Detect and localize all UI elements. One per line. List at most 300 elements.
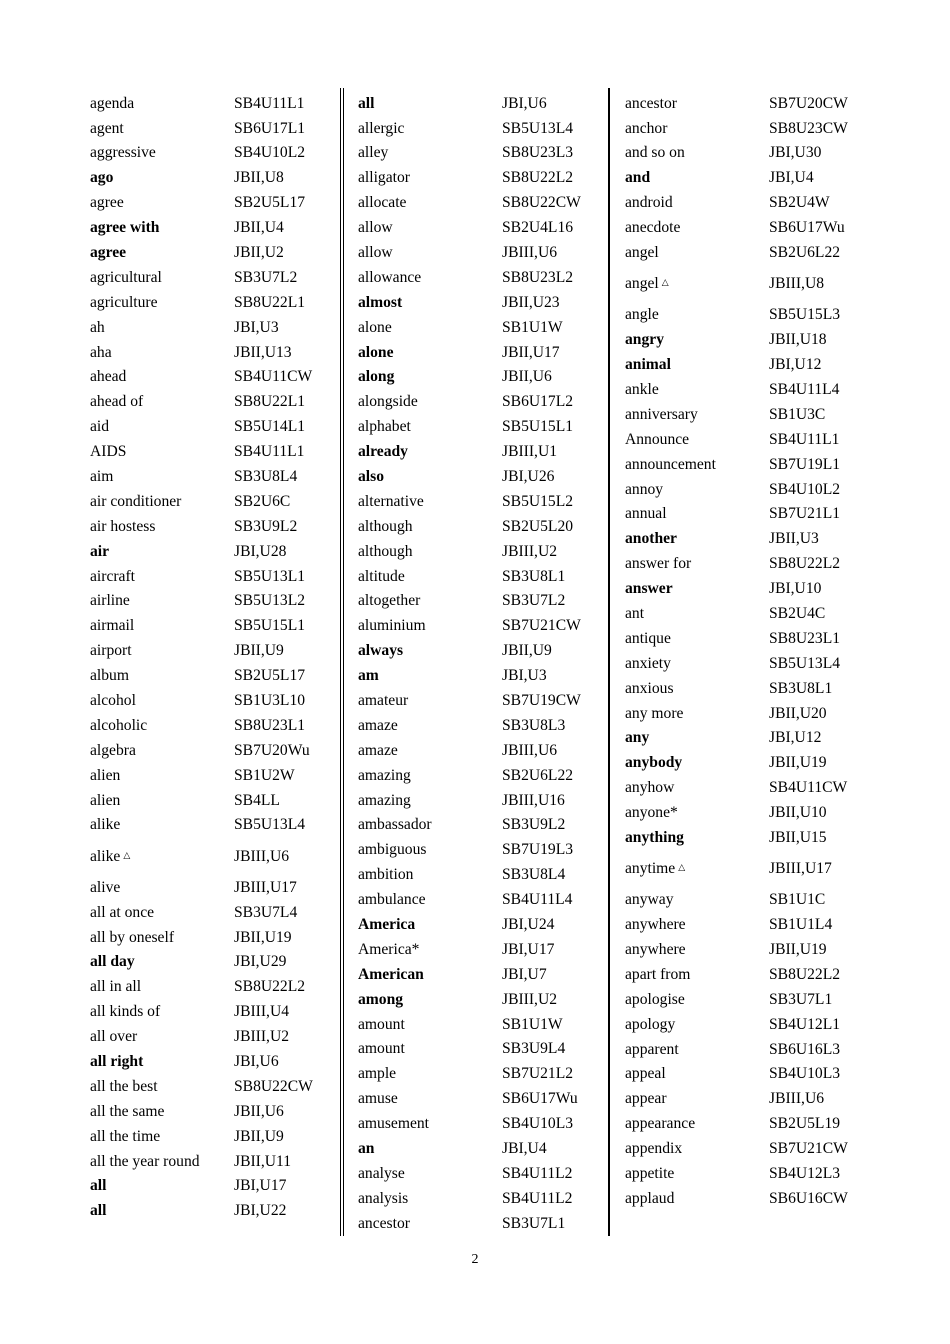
entry-row: [625, 937, 870, 962]
headword: [625, 1017, 769, 1033]
entry-row: [625, 888, 870, 913]
headword: [358, 992, 502, 1008]
unit-code: SB3U7L1: [769, 990, 833, 1008]
headword: [625, 220, 769, 236]
unit-code: JBII,U11: [234, 1152, 292, 1170]
headword: [625, 805, 769, 821]
unit-code: SB5U15L1: [234, 617, 306, 635]
headword-text: ancestor: [625, 94, 677, 112]
headword: [90, 145, 234, 161]
unit-code: SB8U22CW: [234, 1077, 313, 1095]
headword: [625, 145, 769, 161]
headword-text: agree with: [90, 219, 160, 237]
headword-text: angle: [625, 306, 659, 324]
entry-row: [358, 813, 603, 838]
headword-text: any more: [625, 704, 684, 722]
headword: [90, 494, 234, 510]
headword: [625, 556, 769, 572]
entry-row: [90, 464, 335, 489]
headword-text: almost: [358, 293, 403, 311]
headword: [90, 1054, 234, 1070]
headword: [358, 768, 502, 784]
unit-code: JBIII,U6: [769, 1090, 825, 1108]
headword: [625, 755, 769, 771]
headword-text: America*: [358, 940, 420, 958]
entry-row: [625, 452, 870, 477]
entry-row: [625, 651, 870, 676]
entry-row: [625, 776, 870, 801]
entry-row: [625, 116, 870, 141]
unit-code: SB3U8L1: [502, 567, 566, 585]
unit-code: SB5U15L1: [502, 418, 574, 436]
unit-code: SB3U7L2: [502, 592, 566, 610]
entry-row: [90, 975, 335, 1000]
headword: [625, 432, 769, 448]
unit-code: SB7U19L3: [502, 841, 574, 859]
entry-row: [625, 527, 870, 552]
entry-row: [358, 489, 603, 514]
headword: [358, 1116, 502, 1132]
headword: [358, 892, 502, 908]
headword: [625, 382, 769, 398]
entry-row: [90, 315, 335, 340]
entry-row: [358, 888, 603, 913]
headword: [625, 892, 769, 908]
headword-text: America: [358, 916, 416, 934]
unit-code: SB7U20Wu: [234, 741, 310, 759]
headword: [90, 954, 234, 970]
unit-code: SB6U16L3: [769, 1040, 841, 1058]
headword: [90, 220, 234, 236]
unit-code: JBI,U30: [769, 144, 822, 162]
headword-text: Announce: [625, 430, 690, 448]
entry-row: [358, 1062, 603, 1087]
headword-text: allergic: [358, 119, 405, 137]
word-column-1: [90, 91, 335, 1224]
entry-row: [358, 215, 603, 240]
headword: [90, 544, 234, 560]
entry-row: [358, 763, 603, 788]
headword-text: agree: [90, 194, 124, 212]
headword-text: all right: [90, 1052, 144, 1070]
unit-code: SB5U15L2: [502, 492, 574, 510]
headword-text: ancestor: [358, 1214, 410, 1232]
unit-code: JBIII,U16: [502, 791, 565, 809]
headword-text: antique: [625, 629, 671, 647]
unit-code: JBIII,U17: [234, 878, 297, 896]
headword-text: anniversary: [625, 405, 698, 423]
headword-text: anchor: [625, 119, 668, 137]
headword-text: aluminium: [358, 617, 426, 635]
headword-text: angel: [625, 243, 659, 261]
unit-code: SB8U23L2: [502, 268, 574, 286]
entry-row: [358, 564, 603, 589]
unit-code: SB3U8L4: [502, 866, 566, 884]
unit-code: SB6U17Wu: [769, 219, 845, 237]
entry-row: [358, 91, 603, 116]
headword-text: amount: [358, 1040, 405, 1058]
entry-row: [358, 912, 603, 937]
headword-text: all in all: [90, 978, 142, 996]
entry-row: [625, 1161, 870, 1186]
headword: [625, 1141, 769, 1157]
entry-row: [90, 539, 335, 564]
headword-text: answer for: [625, 555, 692, 573]
unit-code: SB8U22L1: [234, 293, 306, 311]
headword: [358, 519, 502, 535]
unit-code: JBI,U17: [234, 1177, 287, 1195]
headword: [625, 706, 769, 722]
entry-row: [358, 365, 603, 390]
entry-row: [625, 751, 870, 776]
unit-code: JBII,U3: [769, 530, 819, 548]
entry-row: [358, 1012, 603, 1037]
headword-text: ambassador: [358, 816, 432, 834]
headword-text: anyhow: [625, 779, 675, 797]
word-column-2: [358, 91, 603, 1236]
entry-row: [90, 925, 335, 950]
headword-text: all the best: [90, 1077, 158, 1095]
headword-text: anything: [625, 828, 684, 846]
unit-code: SB8U23L1: [234, 716, 306, 734]
entry-row: [358, 340, 603, 365]
entry-row: [358, 1087, 603, 1112]
headword: [358, 145, 502, 161]
unit-code: SB2U5L19: [769, 1115, 841, 1133]
headword: [90, 1029, 234, 1045]
headword: [358, 1141, 502, 1157]
headword-text: anyway: [625, 891, 674, 909]
entry-row: [625, 726, 870, 751]
headword: [625, 606, 769, 622]
unit-code: SB8U23L3: [502, 144, 574, 162]
unit-code: SB3U8L4: [234, 468, 298, 485]
headword-text: amount: [358, 1015, 405, 1033]
entry-row: [90, 688, 335, 713]
headword-text: ambiguous: [358, 841, 427, 859]
headword-text: appeal: [625, 1065, 666, 1083]
entry-row: [358, 1161, 603, 1186]
headword: [90, 419, 234, 435]
entry-row: [358, 713, 603, 738]
headword-text: aim: [90, 468, 114, 485]
headword-text: amazing: [358, 766, 411, 784]
headword-text: ant: [625, 604, 645, 622]
headword: [358, 743, 502, 759]
unit-code: SB7U19L1: [769, 455, 841, 473]
entry-row: [358, 1136, 603, 1161]
headword-text: anxious: [625, 679, 674, 697]
headword: [625, 1091, 769, 1107]
entry-row: [90, 91, 335, 116]
headword: [625, 195, 769, 211]
headword: [625, 861, 769, 877]
headword-text: alligator: [358, 169, 410, 187]
headword-text: amuse: [358, 1090, 398, 1108]
entry-row: [358, 937, 603, 962]
headword: [625, 581, 769, 597]
entry-row: [625, 402, 870, 427]
unit-code: SB4U11CW: [234, 368, 313, 386]
headword: [358, 718, 502, 734]
unit-code: SB2U4W: [769, 194, 830, 212]
unit-code: JBI,U24: [502, 916, 555, 934]
unit-code: SB1U1L4: [769, 916, 833, 934]
headword-text: album: [90, 667, 129, 685]
headword-text: all kinds of: [90, 1003, 161, 1021]
headword: [625, 170, 769, 186]
entry-row: [90, 390, 335, 415]
headword-text: ample: [358, 1065, 397, 1083]
entry-row: [90, 489, 335, 514]
headword-text: ambition: [358, 866, 414, 884]
entry-row: [90, 365, 335, 390]
unit-code: JBIII,U2: [502, 990, 558, 1008]
unit-code: JBIII,U2: [234, 1028, 290, 1046]
unit-code: SB7U21CW: [502, 617, 581, 635]
entry-row: [625, 265, 870, 302]
unit-code: JBIII,U6: [234, 847, 290, 865]
headword: [625, 780, 769, 796]
headword-text: already: [358, 443, 408, 461]
headword-text: air conditioner: [90, 492, 182, 510]
unit-code: SB8U22L2: [769, 965, 841, 983]
headword: [90, 96, 234, 112]
entry-row: [625, 1112, 870, 1137]
headword: [625, 357, 769, 373]
unit-code: JBII,U9: [502, 642, 552, 660]
entry-row: [358, 738, 603, 763]
unit-code: JBI,U6: [234, 1052, 279, 1070]
entry-row: [625, 601, 870, 626]
unit-code: JBI,U29: [234, 953, 287, 971]
headword-text: appear: [625, 1090, 667, 1108]
unit-code: SB1U1W: [502, 1015, 563, 1033]
entry-row: [625, 676, 870, 701]
unit-code: JBII,U8: [234, 169, 284, 187]
headword-text: and so on: [625, 144, 685, 162]
unit-code: SB8U22L1: [234, 393, 306, 411]
entry-row: [358, 315, 603, 340]
headword: [358, 1017, 502, 1033]
unit-code: SB8U22CW: [502, 194, 581, 212]
unit-code: JBII,U20: [769, 704, 827, 722]
unit-code: SB4U11CW: [769, 779, 848, 797]
entry-row: [625, 240, 870, 265]
headword: [90, 295, 234, 311]
entry-row: [90, 290, 335, 315]
entry-row: [90, 141, 335, 166]
unit-code: SB6U17Wu: [502, 1090, 578, 1108]
unit-code: JBIII,U17: [769, 860, 832, 878]
headword: [625, 992, 769, 1008]
unit-code: SB4U10L2: [234, 144, 306, 162]
entry-row: [90, 166, 335, 191]
entry-row: [625, 1012, 870, 1037]
entry-row: [90, 564, 335, 589]
entry-row: [90, 265, 335, 290]
headword-text: anywhere: [625, 941, 686, 959]
headword-text: apparent: [625, 1040, 679, 1058]
entry-row: [358, 390, 603, 415]
unit-code: SB7U21L2: [502, 1065, 574, 1083]
headword-text: amaze: [358, 716, 398, 734]
headword-text: answer: [625, 580, 673, 598]
headword-text: alive: [90, 878, 121, 896]
entry-row: [625, 191, 870, 216]
unit-code: SB7U19CW: [502, 692, 581, 710]
headword: [625, 482, 769, 498]
headword-text: airline: [90, 592, 130, 610]
headword-text: AIDS: [90, 443, 127, 461]
headword-text: appearance: [625, 1115, 696, 1133]
unit-code: JBI,U3: [234, 318, 279, 336]
unit-code: SB2U4L16: [502, 219, 574, 237]
unit-code: SB3U9L2: [234, 517, 298, 535]
headword-text: ambulance: [358, 891, 426, 909]
unit-code: SB2U4C: [769, 604, 826, 622]
entry-row: [625, 215, 870, 240]
headword: [358, 121, 502, 137]
unit-code: JBII,U19: [234, 928, 292, 946]
headword-text: any: [625, 729, 650, 747]
unit-code: SB5U13L4: [234, 816, 306, 834]
unit-code: JBI,U12: [769, 729, 822, 747]
headword-text: another: [625, 530, 677, 548]
entry-row: [358, 191, 603, 216]
entry-row: [625, 1137, 870, 1162]
headword-text: all: [90, 1202, 107, 1220]
unit-code: SB4U11L1: [234, 94, 305, 112]
headword: [625, 681, 769, 697]
unit-code: JBII,U4: [234, 219, 284, 237]
unit-code: SB3U7L1: [502, 1214, 566, 1232]
entry-row: [625, 850, 870, 887]
headword-text: all: [90, 1177, 107, 1195]
unit-code: SB4LL: [234, 791, 280, 809]
headword: [358, 1166, 502, 1182]
entry-row: [625, 576, 870, 601]
headword-text: angry: [625, 331, 664, 349]
headword-text: aid: [90, 418, 110, 436]
headword: [90, 793, 234, 809]
unit-code: SB3U7L4: [234, 903, 298, 921]
headword: [358, 967, 502, 983]
unit-code: SB8U22L2: [769, 555, 841, 573]
unit-code: SB5U13L4: [502, 119, 574, 137]
unit-code: SB4U12L1: [769, 1015, 841, 1033]
headword: [358, 369, 502, 385]
headword: [90, 1104, 234, 1120]
headword-text: amateur: [358, 692, 409, 710]
unit-code: SB5U15L3: [769, 306, 841, 324]
entry-row: [625, 141, 870, 166]
entry-row: [358, 240, 603, 265]
unit-code: JBII,U19: [769, 941, 827, 959]
entry-row: [358, 1112, 603, 1137]
unit-code: JBI,U7: [502, 965, 547, 983]
entry-row: [625, 352, 870, 377]
headword-text: alcohol: [90, 692, 136, 710]
headword: [90, 1129, 234, 1145]
unit-code: JBI,U12: [769, 356, 822, 374]
unit-code: JBI,U3: [502, 667, 547, 685]
headword: [358, 494, 502, 510]
entry-row: [358, 415, 603, 440]
headword-text: anyone*: [625, 804, 678, 822]
headword: [90, 121, 234, 137]
headword-text: appendix: [625, 1140, 683, 1158]
headword-text: airport: [90, 642, 132, 660]
headword: [625, 407, 769, 423]
headword: [625, 276, 769, 292]
headword: [90, 245, 234, 261]
entry-row: [625, 328, 870, 353]
entry-row: [90, 215, 335, 240]
headword: [90, 979, 234, 995]
unit-code: SB6U17L1: [234, 119, 306, 137]
entry-row: [90, 1149, 335, 1174]
headword-text: aggressive: [90, 144, 156, 162]
headword: [358, 1041, 502, 1057]
unit-code: SB5U13L1: [234, 567, 306, 585]
entry-row: [90, 663, 335, 688]
entry-row: [358, 788, 603, 813]
headword: [90, 905, 234, 921]
entry-row: [358, 987, 603, 1012]
headword: [358, 668, 502, 684]
headword: [358, 618, 502, 634]
unit-code: SB2U6L22: [769, 243, 841, 261]
headword: [358, 693, 502, 709]
triangle-mark-icon: △: [661, 277, 669, 288]
unit-code: SB6U16CW: [769, 1189, 848, 1207]
headword-text: announcement: [625, 455, 716, 473]
entry-row: [625, 377, 870, 402]
unit-code: JBIII,U4: [234, 1003, 290, 1021]
unit-code: JBII,U10: [769, 804, 827, 822]
headword-text: alike: [90, 847, 121, 865]
entry-row: [90, 813, 335, 838]
unit-code: SB3U8L1: [769, 679, 833, 697]
entry-row: [90, 1024, 335, 1049]
unit-code: SB4U11L2: [502, 1189, 573, 1207]
entry-row: [625, 913, 870, 938]
entry-row: [358, 265, 603, 290]
headword-text: aha: [90, 343, 112, 361]
headword: [625, 942, 769, 958]
headword: [90, 1203, 234, 1219]
entry-row: [358, 116, 603, 141]
unit-code: JBII,U18: [769, 331, 827, 349]
entry-row: [90, 116, 335, 141]
headword-text: alike: [90, 816, 121, 834]
unit-code: SB7U21CW: [769, 1140, 848, 1158]
unit-code: JBIII,U8: [769, 275, 825, 293]
headword-text: allow: [358, 219, 393, 237]
headword-text: although: [358, 542, 413, 560]
unit-code: SB4U10L2: [769, 480, 841, 498]
headword-text: alone: [358, 343, 394, 361]
unit-code: SB4U10L3: [769, 1065, 841, 1083]
unit-code: JBI,U4: [502, 1140, 547, 1158]
unit-code: JBIII,U1: [502, 443, 558, 461]
unit-code: SB8U23L1: [769, 629, 841, 647]
headword: [358, 245, 502, 261]
headword: [358, 842, 502, 858]
entry-row: [90, 191, 335, 216]
headword: [90, 394, 234, 410]
